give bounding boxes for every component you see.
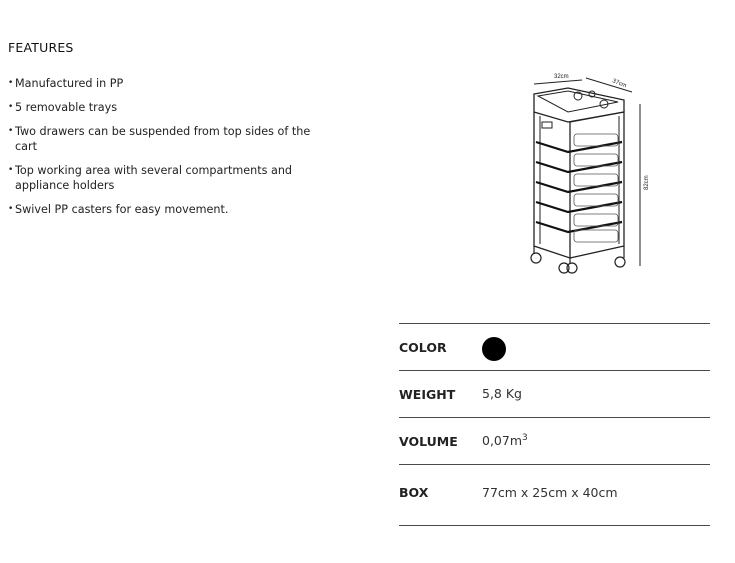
product-drawing: [520, 66, 670, 278]
volume-number: 0,07m: [482, 433, 523, 449]
spec-value-weight: 5,8 Kg: [482, 386, 522, 401]
features-list: [8, 76, 323, 226]
spec-row-weight: [399, 370, 710, 417]
feature-item: • Top working area with several compartments and appliance holders: [8, 163, 323, 193]
feature-item: • Swivel PP casters for easy movement.: [8, 202, 323, 217]
color-swatch: [482, 337, 506, 361]
volume-exponent: 3: [522, 433, 528, 443]
features-title: FEATURES: [8, 40, 74, 55]
feature-item: • 5 removable trays: [8, 100, 323, 115]
depth-dimension-label: 37cm: [611, 78, 628, 90]
trolley-illustration: [520, 66, 670, 278]
spec-table: [399, 323, 710, 526]
feature-item: • Manufactured in PP: [8, 76, 323, 91]
spec-label-weight: WEIGHT: [399, 387, 456, 402]
spec-label-color: COLOR: [399, 340, 447, 355]
spec-row-volume: [399, 417, 710, 464]
spec-row-box: [399, 464, 710, 526]
spec-row-color: [399, 323, 710, 370]
feature-item: • Two drawers can be suspended from top sides of the cart: [8, 124, 323, 154]
spec-value-volume: [482, 433, 528, 448]
spec-value-box: 77cm x 25cm x 40cm: [482, 485, 618, 500]
spec-label-box: BOX: [399, 485, 429, 500]
width-dimension-line: [534, 80, 582, 84]
spec-label-volume: VOLUME: [399, 434, 458, 449]
height-dimension-label: 82cm: [644, 175, 650, 190]
width-dimension-label: 32cm: [554, 74, 569, 80]
